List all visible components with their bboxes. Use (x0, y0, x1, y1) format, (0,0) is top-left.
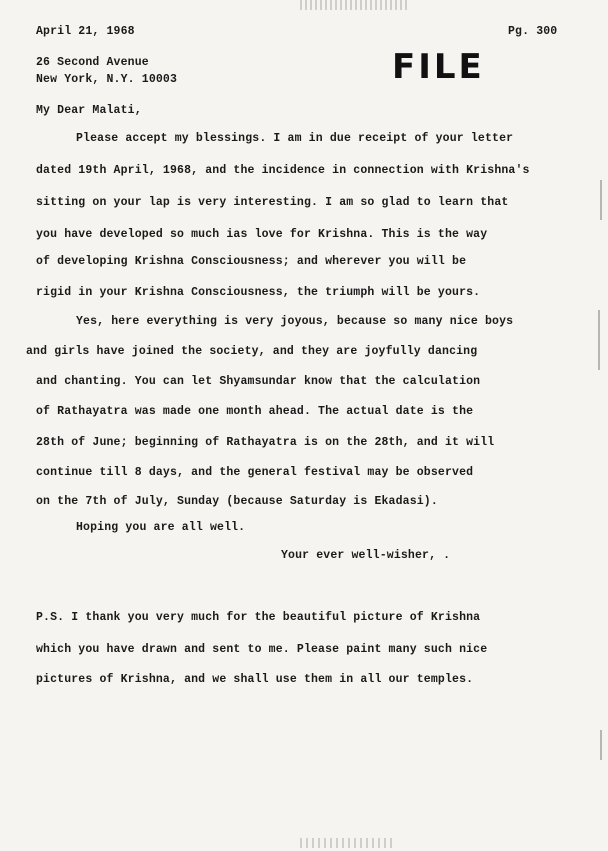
edge-mark (600, 180, 602, 220)
address-line-2: New York, N.Y. 10003 (36, 73, 178, 86)
signoff: Your ever well-wisher, . (281, 549, 451, 562)
body-line: Please accept my blessings. I am in due receipt of your letter (76, 132, 514, 145)
body-line: of Rathayatra was made one month ahead. The actual date is the (36, 405, 474, 418)
file-stamp: FILE (392, 47, 485, 87)
scan-noise-bottom (300, 838, 395, 848)
postscript-line: P.S. I thank you very much for the beautiful picture of Krishna (36, 611, 481, 624)
body-line: you have developed so much ias love for Krishna. This is the way (36, 228, 488, 241)
page-number: Pg. 300 (508, 25, 558, 38)
body-line: sitting on your lap is very interesting. I am so glad to learn that (36, 196, 509, 209)
body-line: of developing Krishna Consciousness; and wherever you will be (36, 255, 467, 268)
edge-mark (600, 730, 602, 760)
body-line: on the 7th of July, Sunday (because Saturday is Ekadasi). (36, 495, 438, 508)
postscript-line: which you have drawn and sent to me. Please paint many such nice (36, 643, 488, 656)
closing-line: Hoping you are all well. (76, 521, 246, 534)
salutation: My Dear Malati, (36, 104, 142, 117)
body-line: continue till 8 days, and the general festival may be observed (36, 466, 474, 479)
body-line: dated 19th April, 1968, and the incidence in connection with Krishna's (36, 164, 530, 177)
body-line: Yes, here everything is very joyous, because so many nice boys (76, 315, 514, 328)
edge-mark (598, 310, 600, 370)
body-line: and girls have joined the society, and they are joyfully dancing (26, 345, 478, 358)
scan-noise-top (300, 0, 410, 10)
body-line: and chanting. You can let Shyamsundar know that the calculation (36, 375, 481, 388)
body-line: 28th of June; beginning of Rathayatra is on the 28th, and it will (36, 436, 495, 449)
address-line-1: 26 Second Avenue (36, 56, 149, 69)
letter-date: April 21, 1968 (36, 25, 135, 38)
postscript-line: pictures of Krishna, and we shall use them in all our temples. (36, 673, 474, 686)
body-line: rigid in your Krishna Consciousness, the triumph will be yours. (36, 286, 481, 299)
